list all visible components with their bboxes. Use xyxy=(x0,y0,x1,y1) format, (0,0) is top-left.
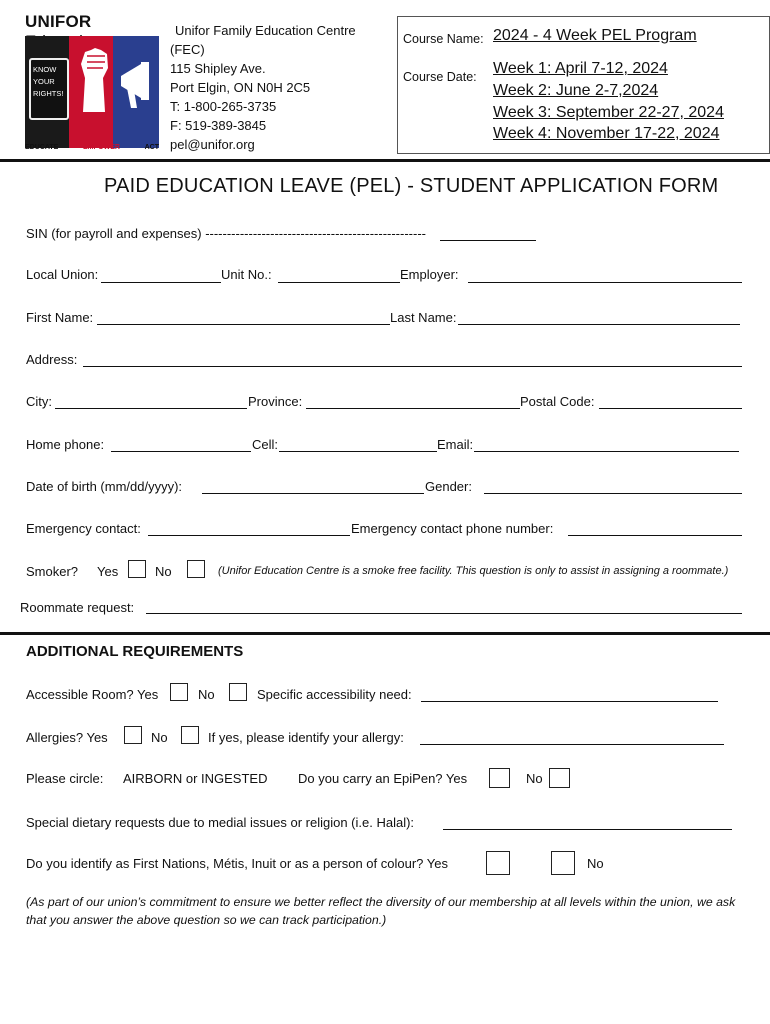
local-union-label: Local Union: xyxy=(26,267,99,282)
smoker-yes-checkbox[interactable] xyxy=(128,560,146,578)
home-phone-label: Home phone: xyxy=(26,437,105,452)
allergies-no-label: No xyxy=(151,730,168,745)
allergy-field[interactable] xyxy=(420,744,724,745)
email-field[interactable] xyxy=(474,451,739,452)
emergency-phone-field[interactable] xyxy=(568,535,742,536)
logo-tag-empower: EMPOWER xyxy=(82,144,120,151)
address-line: 115 Shipley Ave. xyxy=(170,61,266,76)
course-date-label: Course Date: xyxy=(403,70,477,84)
unit-no-field[interactable] xyxy=(278,282,400,283)
allergies-no-checkbox[interactable] xyxy=(181,726,199,744)
dietary-label: Special dietary requests due to medial issues or religion (i.e. Halal): xyxy=(26,815,415,830)
megaphone-icon xyxy=(117,58,157,114)
section-divider xyxy=(0,632,770,635)
smoker-no-label: No xyxy=(155,564,172,579)
emergency-contact-label: Emergency contact: xyxy=(26,521,141,536)
raised-fist-icon xyxy=(75,44,113,114)
unit-no-label: Unit No.: xyxy=(221,267,272,282)
course-name-value: 2024 - 4 Week PEL Program xyxy=(493,27,697,44)
roommate-label: Roommate request: xyxy=(20,600,135,615)
diversity-note: (As part of our union’s commitment to ensure we better reflect the diversity of our membership at all levels within the union, we ask that you answer the above question so we can track participation.) xyxy=(26,895,736,927)
header-divider xyxy=(0,159,770,162)
dietary-field[interactable] xyxy=(443,829,732,830)
course-date-week-3: Week 3: September 22-27, 2024 xyxy=(493,104,724,121)
identify-no-label: No xyxy=(587,856,604,871)
address-line: Port Elgin, ON N0H 2C5 xyxy=(170,80,311,95)
local-union-field[interactable] xyxy=(101,282,221,283)
province-label: Province: xyxy=(248,394,303,409)
accessible-no-checkbox[interactable] xyxy=(229,683,247,701)
epipen-label: Do you carry an EpiPen? Yes xyxy=(298,771,468,786)
accessible-room-label: Accessible Room? Yes xyxy=(26,687,159,702)
email-label: Email: xyxy=(437,437,474,452)
smoker-label: Smoker? xyxy=(26,564,79,579)
allergies-label: Allergies? Yes xyxy=(26,730,108,745)
dob-label: Date of birth (mm/dd/yyyy): xyxy=(26,479,183,494)
last-name-field[interactable] xyxy=(458,324,740,325)
smoker-no-checkbox[interactable] xyxy=(187,560,205,578)
employer-label: Employer: xyxy=(400,267,459,282)
postal-code-label: Postal Code: xyxy=(520,394,595,409)
course-date-week-4: Week 4: November 17-22, 2024 xyxy=(493,125,720,142)
accessible-no-label: No xyxy=(198,687,215,702)
logo xyxy=(25,12,161,154)
city-field[interactable] xyxy=(55,408,247,409)
please-circle-label: Please circle: xyxy=(26,771,104,786)
roommate-field[interactable] xyxy=(146,613,742,614)
airborn-ingested-option[interactable]: AIRBORN or INGESTED xyxy=(123,771,268,786)
logo-brand: UNIFOR xyxy=(25,12,92,31)
address-block xyxy=(170,21,356,154)
dob-field[interactable] xyxy=(202,493,424,494)
home-phone-field[interactable] xyxy=(111,451,251,452)
identify-label: Do you identify as First Nations, Métis, Inuit or as a person of colour? Yes xyxy=(26,856,448,871)
allergies-yes-checkbox[interactable] xyxy=(124,726,142,744)
logo-sign: KNOW YOUR RIGHTS! xyxy=(29,58,69,120)
address-line: T: 1-800-265-3735 xyxy=(170,99,277,114)
address-line: pel@unifor.org xyxy=(170,137,255,152)
last-name-label: Last Name: xyxy=(390,310,457,325)
epipen-yes-checkbox[interactable] xyxy=(489,768,510,788)
first-name-field[interactable] xyxy=(97,324,390,325)
employer-field[interactable] xyxy=(468,282,742,283)
course-date-week-1: Week 1: April 7-12, 2024 xyxy=(493,60,668,77)
epipen-no-checkbox[interactable] xyxy=(549,768,570,788)
sin-field[interactable] xyxy=(440,240,536,241)
identify-no-checkbox[interactable] xyxy=(551,851,575,875)
logo-tags xyxy=(25,144,159,151)
allergy-identify-label: If yes, please identify your allergy: xyxy=(208,730,404,745)
address-label: Address: xyxy=(26,352,78,367)
course-info-box xyxy=(397,16,770,154)
smoker-note: (Unifor Education Centre is a smoke free facility. This question is only to assist in assigning a roommate.) xyxy=(218,565,729,577)
emergency-phone-label: Emergency contact phone number: xyxy=(351,521,554,536)
logo-tag-educate: EDUCATE xyxy=(25,144,59,151)
province-field[interactable] xyxy=(306,408,520,409)
gender-field[interactable] xyxy=(484,493,742,494)
identify-yes-checkbox[interactable] xyxy=(486,851,510,875)
cell-label: Cell: xyxy=(252,437,279,452)
city-label: City: xyxy=(26,394,52,409)
address-field[interactable] xyxy=(83,366,742,367)
address-line: F: 519-389-3845 xyxy=(170,118,267,133)
address-line: Unifor Family Education Centre xyxy=(175,23,356,38)
gender-label: Gender: xyxy=(425,479,472,494)
smoker-yes-label: Yes xyxy=(97,564,119,579)
logo-banner xyxy=(25,36,159,148)
accessible-yes-checkbox[interactable] xyxy=(170,683,188,701)
postal-code-field[interactable] xyxy=(599,408,742,409)
accessibility-need-field[interactable] xyxy=(421,701,718,702)
epipen-no-label: No xyxy=(526,771,543,786)
first-name-label: First Name: xyxy=(26,310,94,325)
additional-requirements-title: ADDITIONAL REQUIREMENTS xyxy=(26,643,244,660)
logo-tag-act: ACT xyxy=(144,144,159,151)
accessibility-need-label: Specific accessibility need: xyxy=(257,687,412,702)
cell-field[interactable] xyxy=(279,451,437,452)
emergency-contact-field[interactable] xyxy=(148,535,350,536)
course-date-week-2: Week 2: June 2-7,2024 xyxy=(493,82,659,99)
sin-label: SIN (for payroll and expenses) --------------------------------------------------- xyxy=(26,226,426,241)
course-name-label: Course Name: xyxy=(403,32,484,46)
form-title: PAID EDUCATION LEAVE (PEL) - STUDENT APPLICATION FORM xyxy=(104,175,719,197)
address-line: (FEC) xyxy=(170,42,205,57)
